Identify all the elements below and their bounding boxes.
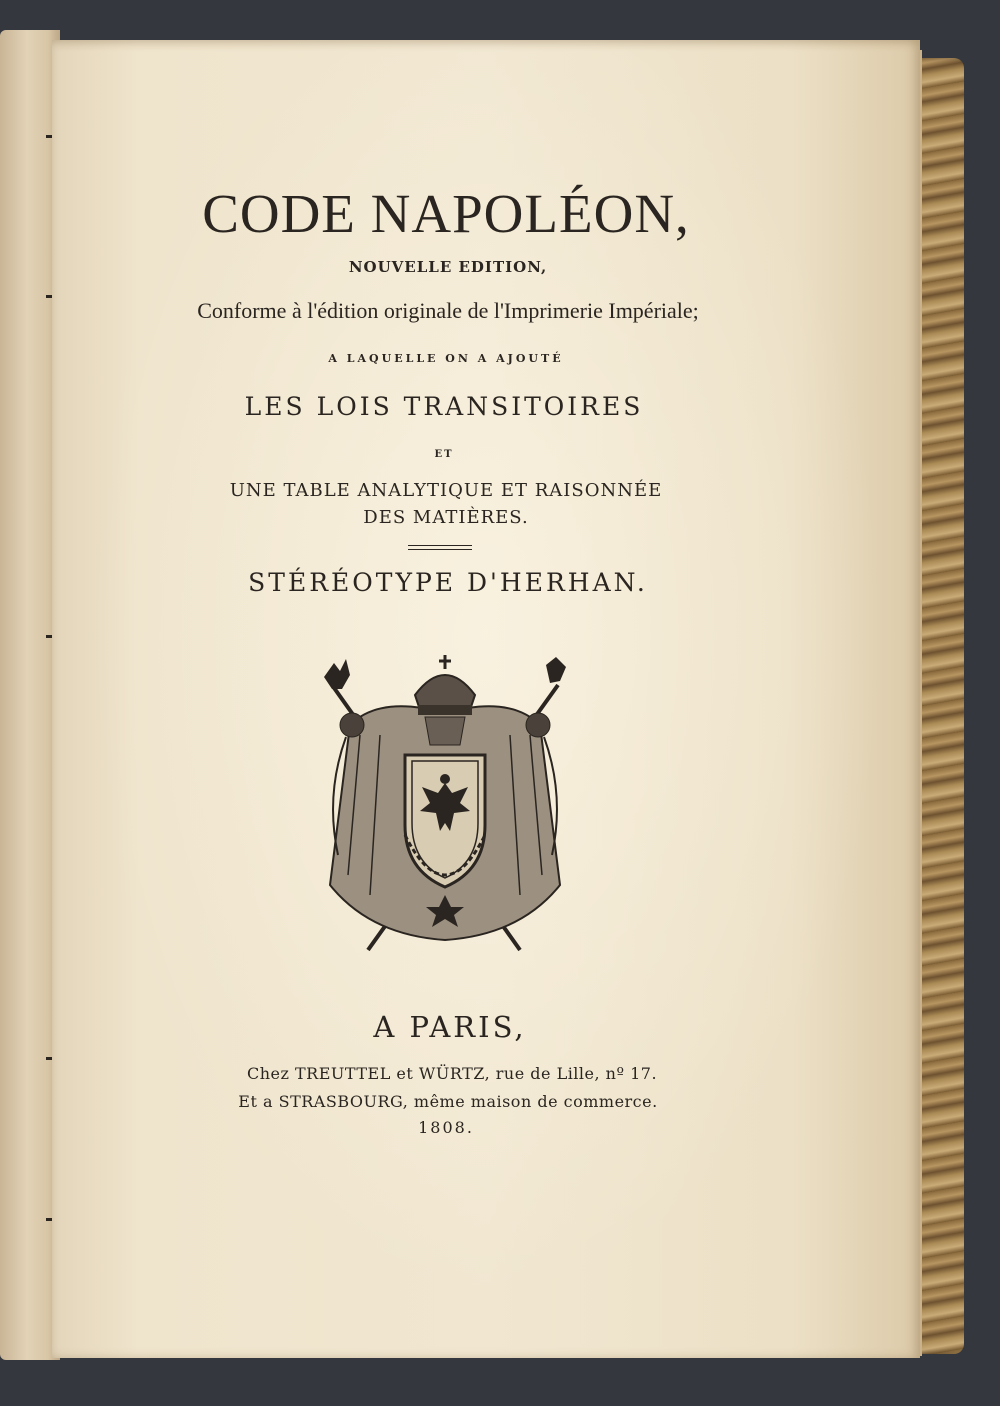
conforme-line: Conforme à l'édition originale de l'Imprimerie Impériale;	[197, 298, 699, 323]
laquelle-line: A LAQUELLE ON A AJOUTÉ	[328, 352, 564, 365]
title-page	[52, 40, 920, 1358]
imprint-city: A PARIS,	[373, 1010, 527, 1044]
conjunction-line: ET	[434, 449, 454, 460]
divider-rule	[408, 545, 472, 550]
stereotype-line: STÉRÉOTYPE D'HERHAN.	[248, 568, 648, 597]
book-title: CODE NAPOLÉON,	[202, 183, 690, 244]
table-line-1: UNE TABLE ANALYTIQUE ET RAISONNÉE	[229, 480, 663, 501]
table-line-2: DES MATIÈRES.	[363, 507, 529, 528]
lois-transitoires-line: LES LOIS TRANSITOIRES	[244, 392, 644, 421]
imprint-publisher-line: Chez TREUTTEL et WÜRTZ, rue de Lille, nº 17.	[246, 1064, 658, 1083]
imperial-coat-of-arms-icon	[320, 655, 570, 955]
edition-line: NOUVELLE EDITION,	[348, 258, 548, 276]
imprint-strasbourg-line: Et a STRASBOURG, même maison de commerce.	[238, 1092, 658, 1111]
imprint-year: 1808.	[418, 1118, 474, 1137]
